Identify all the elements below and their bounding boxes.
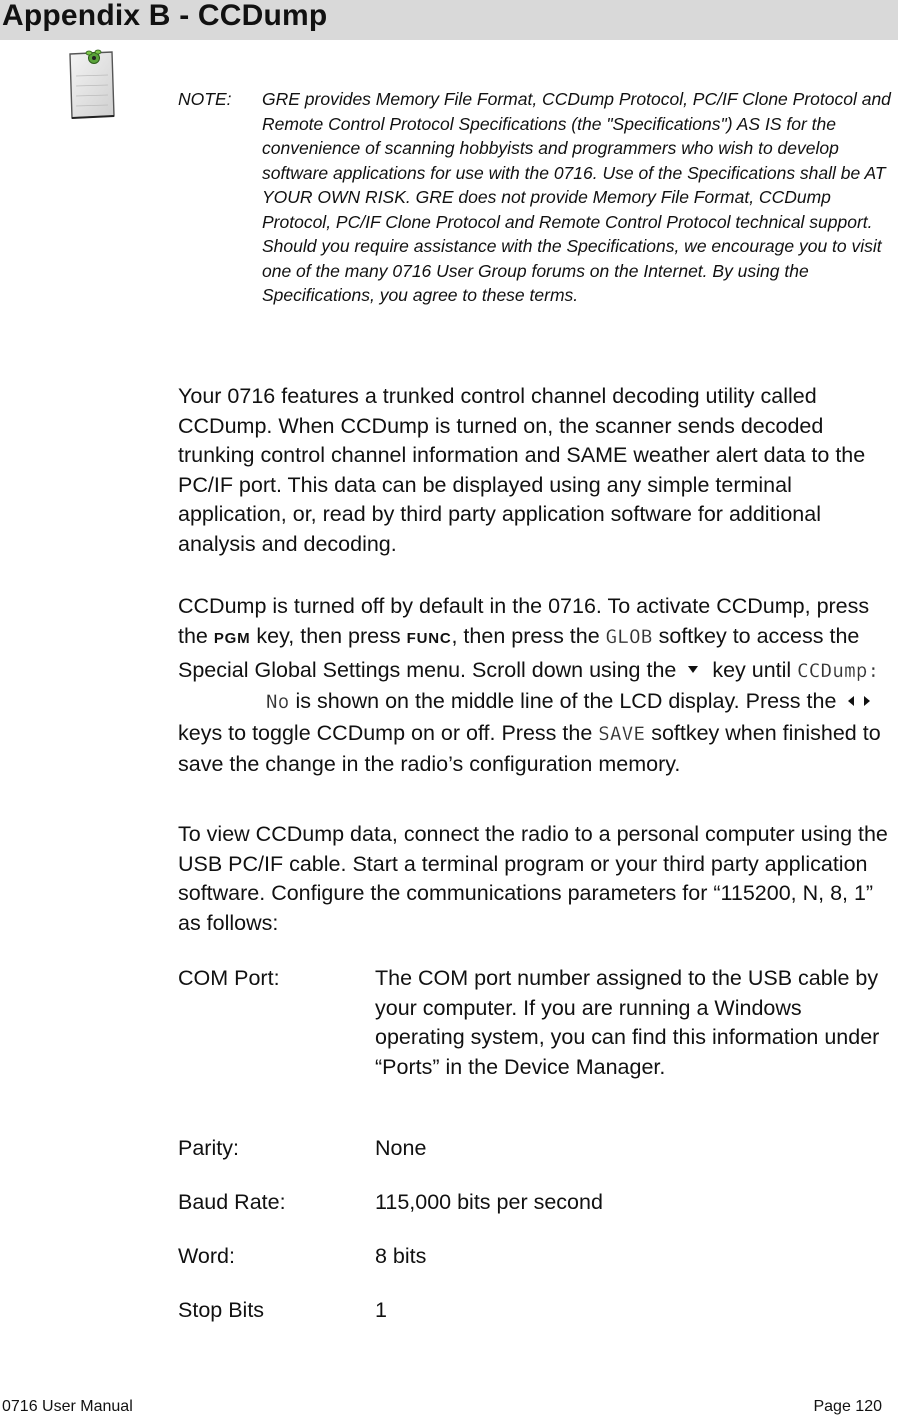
activate-text-3: , then press the — [451, 624, 606, 649]
intro-paragraph: Your 0716 features a trunked control channel decoding utility called CCDump. When CCDump is turned on, the scanner sends decoded trunking control channel information and SAME weather alert data to the PC/IF port. This data can be displayed using any simple terminal application, or, read by third party application software for additional analysis and decoding. — [178, 384, 866, 556]
footer-page-number: Page 120 — [813, 1398, 882, 1415]
activate-text-1: CCDump is turned off by default in the 0716. To activate CCDump, press the — [178, 594, 870, 649]
param-value-com-port: The COM port number assigned to the USB cable by your computer. If you are running a Windows operating system, you can find this information under “Ports” in the Device Manager. — [375, 966, 880, 1079]
activate-text-4: softkey to access the Special Global Settings menu. Scroll down using the — [178, 624, 860, 682]
pgm-key: PGM — [213, 630, 251, 648]
activate-text-2: key, then press — [250, 624, 407, 649]
param-label-baud-rate: Baud Rate: — [178, 1190, 286, 1214]
param-label-parity: Parity: — [178, 1136, 239, 1160]
activate-text-8: softkey when finished to save the change in the radio’s configuration memory. — [178, 720, 881, 777]
param-value-parity: None — [375, 1136, 427, 1160]
save-softkey: SAVE — [598, 722, 646, 745]
lcd-ccdump-label: CCDump: — [797, 659, 880, 682]
param-value-stop-bits: 1 — [375, 1298, 387, 1322]
footer-manual-title: 0716 User Manual — [2, 1398, 133, 1415]
param-label-word: Word: — [178, 1244, 235, 1268]
triangle-right-icon — [864, 696, 870, 706]
triangle-down-icon — [688, 666, 698, 673]
param-label-stop-bits: Stop Bits — [178, 1298, 265, 1322]
param-value-baud-rate: 115,000 bits per second — [375, 1190, 603, 1214]
view-paragraph: To view CCDump data, connect the radio to a personal computer using the USB PC/IF cable. Start a terminal program or your third party application software. Configure the communications parameters for “115200, N, 8, 1” as follows: — [178, 822, 888, 935]
activate-text-6: is shown on the middle line of the LCD display. Press the — [289, 689, 843, 714]
note-label: NOTE: — [178, 89, 232, 109]
activate-text-7: keys to toggle CCDump on or off. Press the — [178, 720, 599, 745]
param-value-word: 8 bits — [375, 1244, 427, 1268]
page-title: Appendix B - CCDump — [2, 0, 328, 32]
lcd-ccdump-value: No — [266, 691, 290, 714]
func-key: FUNC — [406, 630, 452, 648]
glob-softkey: GLOB — [605, 626, 653, 649]
param-label-com-port: COM Port: — [178, 966, 280, 990]
notepad-icon — [64, 46, 120, 124]
triangle-left-icon — [848, 696, 854, 706]
note-text: GRE provides Memory File Format, CCDump Protocol, PC/IF Clone Protocol and Remote Control Protocol Specifications (the "Specifications") AS IS for the convenience of scanning hobbyists and programmers who wish to develop software applications for use with the 0716. Use of the Specifications shall be AT YOUR OWN RISK. GRE does not provide Memory File Format, CCDump Protocol, PC/IF Clone Protocol and Remote Control Protocol technical support. Should you require assistance with the Specifications, we encourage you to visit one of the many 0716 User Group forums on the Internet. By using the Specifications, you agree to these terms. — [262, 89, 891, 305]
activate-paragraph — [178, 591, 898, 779]
activate-text-5: key until — [706, 657, 798, 682]
header-bar — [0, 0, 898, 40]
